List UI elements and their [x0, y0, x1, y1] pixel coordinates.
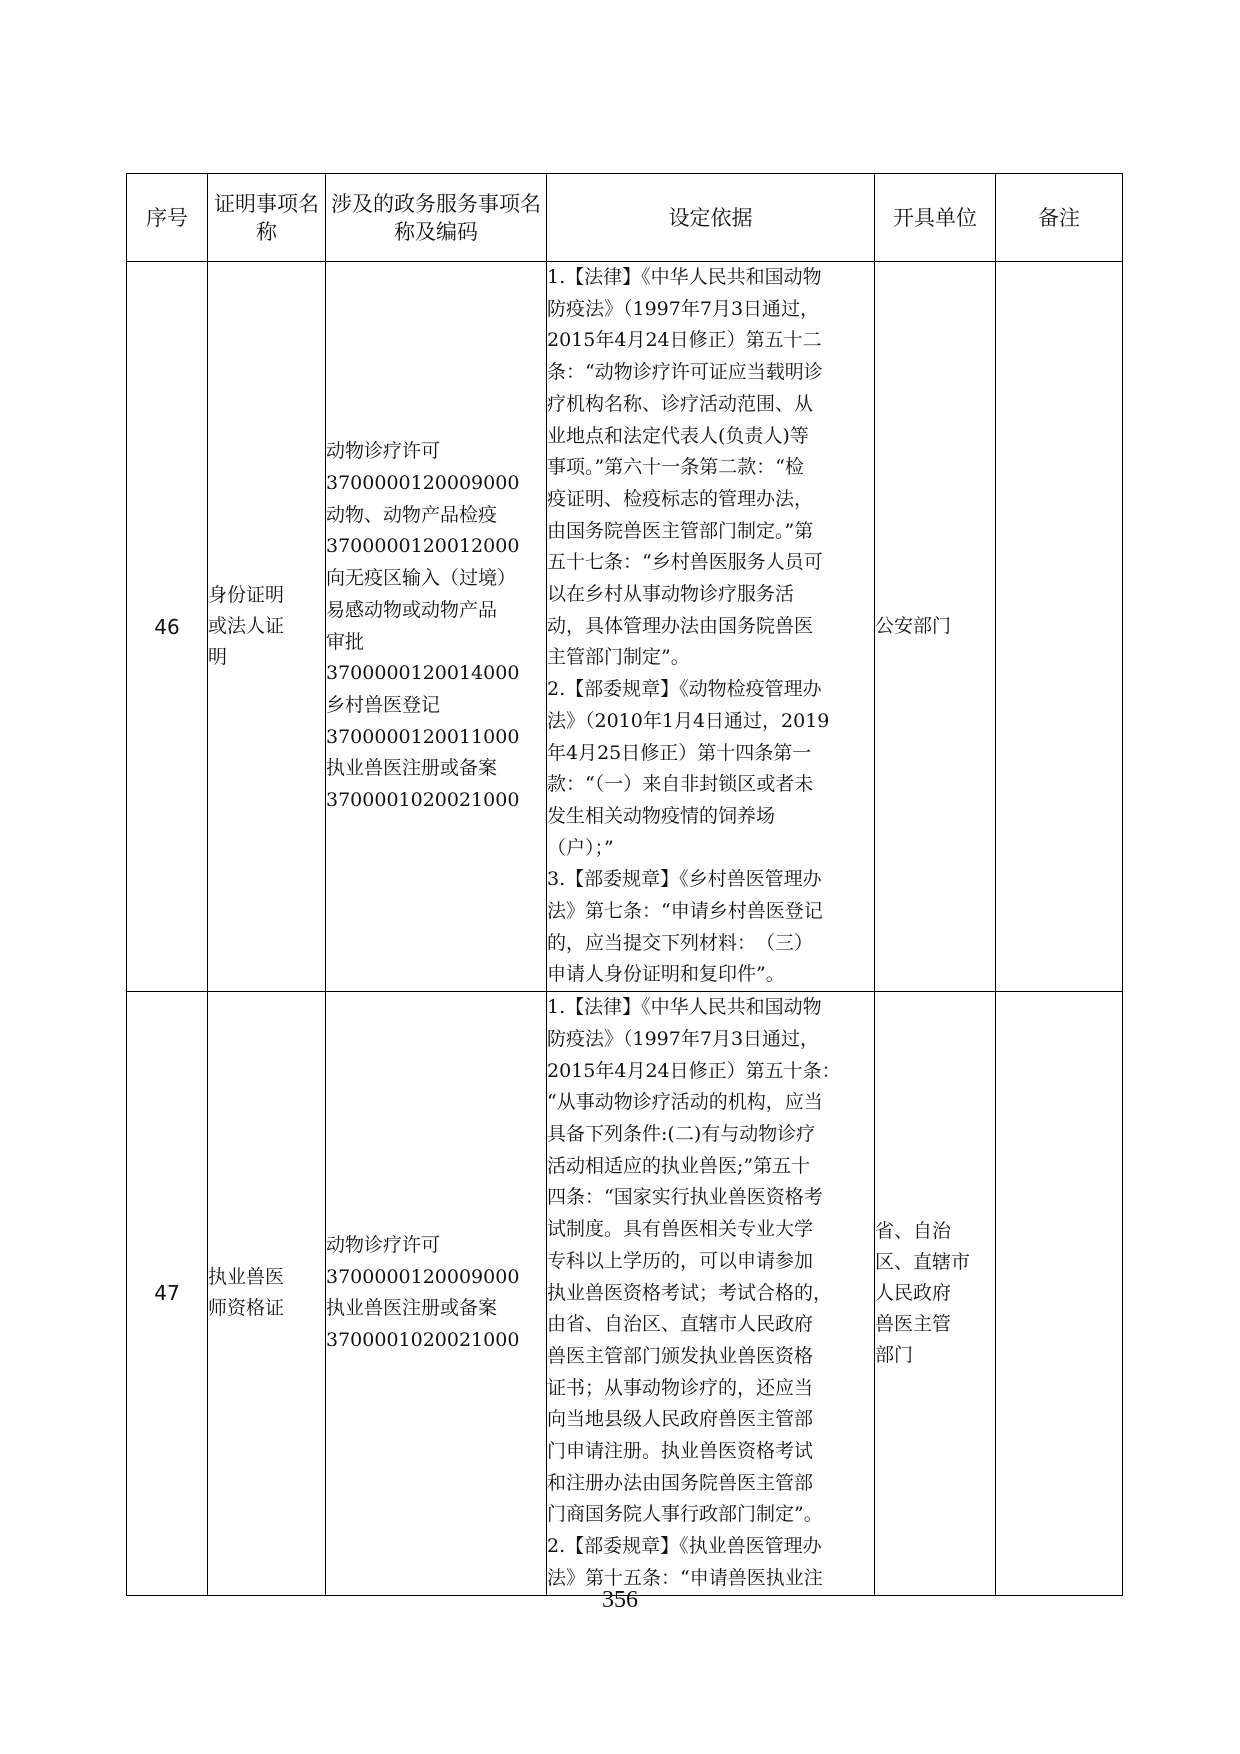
text-line: 易感动物或动物产品	[326, 598, 498, 621]
text-line: 防疫法》（1997年7月3日通过，	[547, 1027, 820, 1050]
text-line: 3700000120014000	[326, 662, 520, 685]
text-line: 防疫法》（1997年7月3日通过，	[547, 297, 820, 320]
text-line: 师资格证	[208, 1297, 285, 1320]
text-line: 门商国务院人事行政部门制定”。	[547, 1503, 823, 1526]
row-remarks	[996, 262, 1123, 992]
text-line: 法》第十五条：“申请兽医执业注	[547, 1566, 823, 1589]
text-line: 具备下列条件:(二)有与动物诊疗	[547, 1122, 816, 1145]
text-line: 部门	[875, 1343, 914, 1366]
text-line: 区、直辖市	[875, 1250, 971, 1273]
text-line: 3700000120009000	[326, 472, 520, 495]
text-line: 省、自治	[875, 1219, 952, 1242]
text-line: 的，应当提交下列材料： （三）	[547, 931, 814, 954]
text-line: 门申请注册。执业兽医资格考试	[547, 1440, 814, 1463]
row-index: 46	[127, 262, 208, 992]
row-remarks	[996, 992, 1123, 1595]
text-line: 3700001020021000	[326, 1329, 520, 1352]
table-header-row	[127, 174, 1123, 262]
text-line: 执业兽医资格考试；考试合格的，	[547, 1281, 833, 1304]
text-line: 或法人证	[208, 615, 285, 638]
text-line: 事项。”第六十一条第二款：“检	[547, 456, 804, 479]
text-line: 动物诊疗许可	[326, 1233, 441, 1256]
text-line: 执业兽医注册或备案	[326, 1297, 498, 1320]
text-line: 疫证明、检疫标志的管理办法，	[547, 487, 814, 510]
text-line: 明	[208, 646, 228, 669]
text-line: 申请人身份证明和复印件”。	[547, 963, 785, 986]
text-line: 五十七条：“乡村兽医服务人员可	[547, 551, 823, 574]
text-line: 执业兽医注册或备案	[326, 757, 498, 780]
text-line: 向当地县级人民政府兽医主管部	[547, 1408, 814, 1431]
text-line: 3.【部委规章】《乡村兽医管理办	[547, 868, 822, 891]
text-line: 动物、动物产品检疫	[326, 503, 498, 526]
text-line: 发生相关动物疫情的饲养场	[547, 804, 776, 827]
page-number: 356	[602, 1587, 638, 1613]
text-line: 动物诊疗许可	[326, 440, 441, 463]
header-item-name: 证明事项名称	[208, 174, 326, 262]
text-line: 人民政府	[875, 1281, 952, 1304]
row-issuer	[875, 992, 996, 1595]
row-services	[326, 992, 547, 1595]
text-line: 兽医主管部门颁发执业兽医资格	[547, 1344, 814, 1367]
text-line: 款：“（一）来自非封锁区或者未	[547, 773, 814, 796]
row-item-name	[208, 262, 326, 992]
text-line: 证书；从事动物诊疗的，还应当	[547, 1376, 814, 1399]
row-index: 47	[127, 992, 208, 1595]
text-line: 由省、自治区、直辖市人民政府	[547, 1313, 814, 1336]
text-line: 3700000120011000	[326, 725, 520, 748]
text-line: 主管部门制定”。	[547, 646, 690, 669]
row-item-name	[208, 992, 326, 1595]
text-line: 3700001020021000	[326, 789, 520, 812]
text-line: 以在乡村从事动物诊疗服务活	[547, 583, 795, 606]
row-basis	[547, 262, 875, 992]
certification-table	[126, 173, 1123, 1596]
text-line: 3700000120009000	[326, 1265, 520, 1288]
text-line: 2.【部委规章】《动物检疫管理办	[547, 678, 822, 701]
text-line: 法》第七条：“申请乡村兽医登记	[547, 900, 823, 923]
row-basis	[547, 992, 875, 1595]
row-services	[326, 262, 547, 992]
text-line: 乡村兽医登记	[326, 693, 441, 716]
text-line: 2015年4月24日修正）第五十二	[547, 329, 822, 352]
text-line: 四条：“国家实行执业兽医资格考	[547, 1186, 823, 1209]
text-line: （户）；”	[547, 836, 614, 859]
header-issuer: 开具单位	[875, 174, 996, 262]
text-line: 2.【部委规章】《执业兽医管理办	[547, 1535, 822, 1558]
text-line: 活动相适应的执业兽医;”第五十	[547, 1154, 811, 1177]
text-line: 身份证明	[208, 584, 285, 607]
text-line: 业地点和法定代表人(负责人)等	[547, 424, 809, 447]
text-line: 2015年4月24日修正）第五十条：	[547, 1059, 841, 1082]
text-line: “从事动物诊疗活动的机构，应当	[547, 1091, 823, 1114]
text-line: 条：“动物诊疗许可证应当载明诊	[547, 361, 823, 384]
table-row	[127, 992, 1123, 1595]
header-services: 涉及的政务服务事项名称及编码	[326, 174, 547, 262]
text-line: 执业兽医	[208, 1266, 285, 1289]
text-line: 1.【法律】《中华人民共和国动物	[547, 996, 822, 1019]
text-line: 试制度。具有兽医相关专业大学	[547, 1218, 814, 1241]
header-index: 序号	[127, 174, 208, 262]
text-line: 兽医主管	[875, 1312, 952, 1335]
text-line: 年4月25日修正）第十四条第一	[547, 741, 812, 764]
text-line: 审批	[326, 630, 365, 653]
text-line: 法》（2010年1月4日通过，2019	[547, 709, 830, 732]
header-basis: 设定依据	[547, 174, 875, 262]
row-issuer	[875, 262, 996, 992]
text-line: 向无疫区输入（过境）	[326, 567, 517, 590]
header-remarks: 备注	[996, 174, 1123, 262]
text-line: 疗机构名称、诊疗活动范围、从	[547, 392, 814, 415]
table-row	[127, 262, 1123, 992]
text-line: 公安部门	[875, 615, 952, 638]
text-line: 1.【法律】《中华人民共和国动物	[547, 266, 822, 288]
text-line: 由国务院兽医主管部门制定。”第	[547, 519, 814, 542]
text-line: 和注册办法由国务院兽医主管部	[547, 1471, 814, 1494]
text-line: 专科以上学历的，可以申请参加	[547, 1249, 814, 1272]
text-line: 动，具体管理办法由国务院兽医	[547, 614, 814, 637]
text-line: 3700000120012000	[326, 535, 520, 558]
